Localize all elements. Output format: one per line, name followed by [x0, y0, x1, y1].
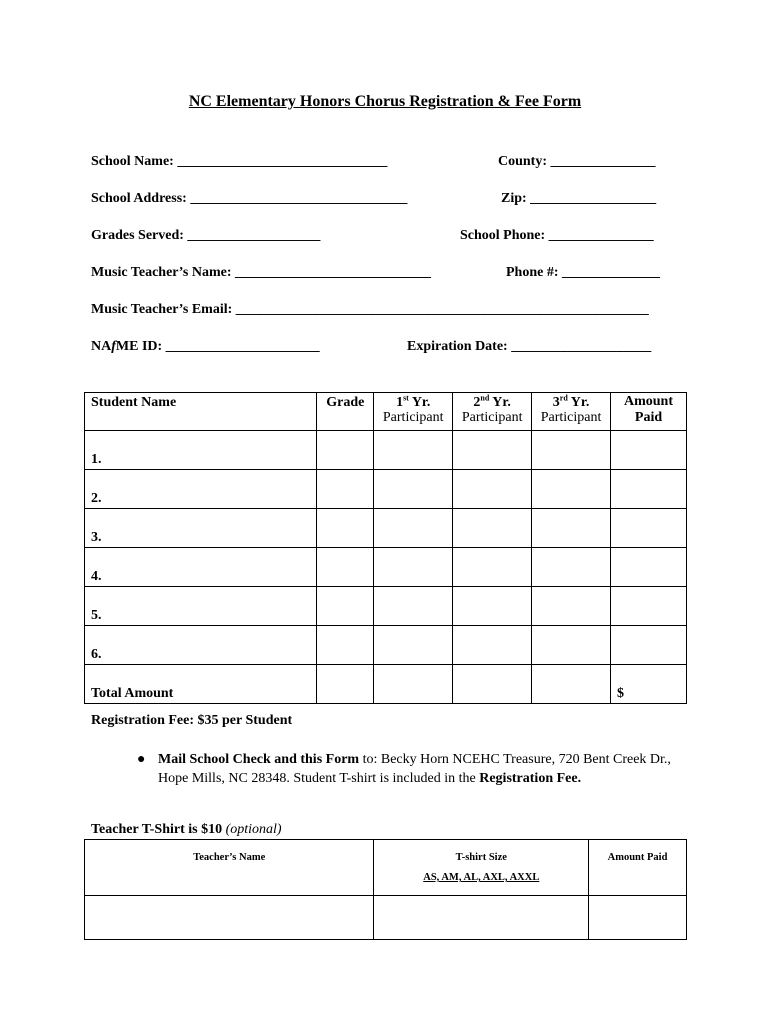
- nafme-suffix: ME ID: ______________________: [115, 339, 320, 354]
- teacher-shirt-table: [84, 839, 687, 940]
- nafme-f: f: [111, 339, 116, 354]
- student-row-label[interactable]: 2.: [85, 470, 317, 509]
- school-address-field[interactable]: School Address: _______________________________: [91, 191, 408, 206]
- amount-paid-header: Amount Paid: [611, 393, 687, 431]
- county-field[interactable]: County: _______________: [498, 154, 656, 169]
- table-row: [85, 509, 687, 548]
- teacher-name-header: Teacher’s Name: [85, 840, 374, 896]
- third-year-header: 3rd Yr. Participant: [532, 393, 611, 431]
- tshirt-size-cell[interactable]: [374, 896, 589, 940]
- school-phone-field[interactable]: School Phone: _______________: [460, 228, 654, 243]
- tshirt-size-header: T-shirt Size AS, AM, AL, AXL, AXXL: [374, 840, 589, 896]
- amount-paid-header: Amount Paid: [589, 840, 687, 896]
- nafme-id-field[interactable]: [91, 339, 320, 355]
- table-row: [85, 470, 687, 509]
- teacher-shirt-heading: Teacher T-Shirt is $10 (optional): [91, 822, 282, 837]
- student-row-label[interactable]: 5.: [85, 587, 317, 626]
- total-row: [85, 665, 687, 704]
- grades-served-field[interactable]: Grades Served: ___________________: [91, 228, 321, 243]
- expiration-date-field[interactable]: Expiration Date: ____________________: [407, 339, 652, 354]
- table-row: [85, 626, 687, 665]
- table-row: [85, 587, 687, 626]
- music-teacher-name-field[interactable]: Music Teacher’s Name: ____________________________: [91, 265, 431, 280]
- student-row-label[interactable]: 4.: [85, 548, 317, 587]
- registration-fee-text: Registration Fee: $35 per Student: [91, 713, 293, 728]
- student-row-label[interactable]: 6.: [85, 626, 317, 665]
- student-table: [84, 392, 687, 704]
- bullet-icon: ●: [137, 752, 146, 767]
- second-year-header: 2nd Yr. Participant: [453, 393, 532, 431]
- amount-paid-cell[interactable]: [589, 896, 687, 940]
- student-row-label[interactable]: 3.: [85, 509, 317, 548]
- grade-header: Grade: [317, 393, 374, 431]
- student-name-header: Student Name: [85, 393, 317, 431]
- teacher-name-cell[interactable]: [85, 896, 374, 940]
- total-amount-value[interactable]: $: [611, 665, 687, 704]
- table-row: [85, 896, 687, 940]
- music-teacher-email-field[interactable]: Music Teacher’s Email: ___________________________________________________________: [91, 302, 649, 317]
- first-year-header: 1st Yr. Participant: [374, 393, 453, 431]
- teacher-shirt-header-row: [85, 840, 687, 896]
- page-title: NC Elementary Honors Chorus Registration & Fee Form: [188, 93, 582, 110]
- table-header-row: [85, 393, 687, 431]
- tshirt-size-options: AS, AM, AL, AXL, AXXL: [423, 872, 540, 883]
- nafme-prefix: NA: [91, 339, 112, 354]
- table-row: [85, 431, 687, 470]
- total-amount-label: Total Amount: [85, 665, 317, 704]
- table-row: [85, 548, 687, 587]
- school-name-field[interactable]: School Name: ______________________________: [91, 154, 388, 169]
- student-row-label[interactable]: 1.: [85, 431, 317, 470]
- mail-instructions: Mail School Check and this Form to: Becky Horn NCEHC Treasure, 720 Bent Creek Dr., Hope Mills, NC 28348. Student T-shirt is included in the Registration Fee.: [158, 752, 671, 786]
- phone-field[interactable]: Phone #: ______________: [506, 265, 660, 280]
- zip-field[interactable]: Zip: __________________: [501, 191, 657, 206]
